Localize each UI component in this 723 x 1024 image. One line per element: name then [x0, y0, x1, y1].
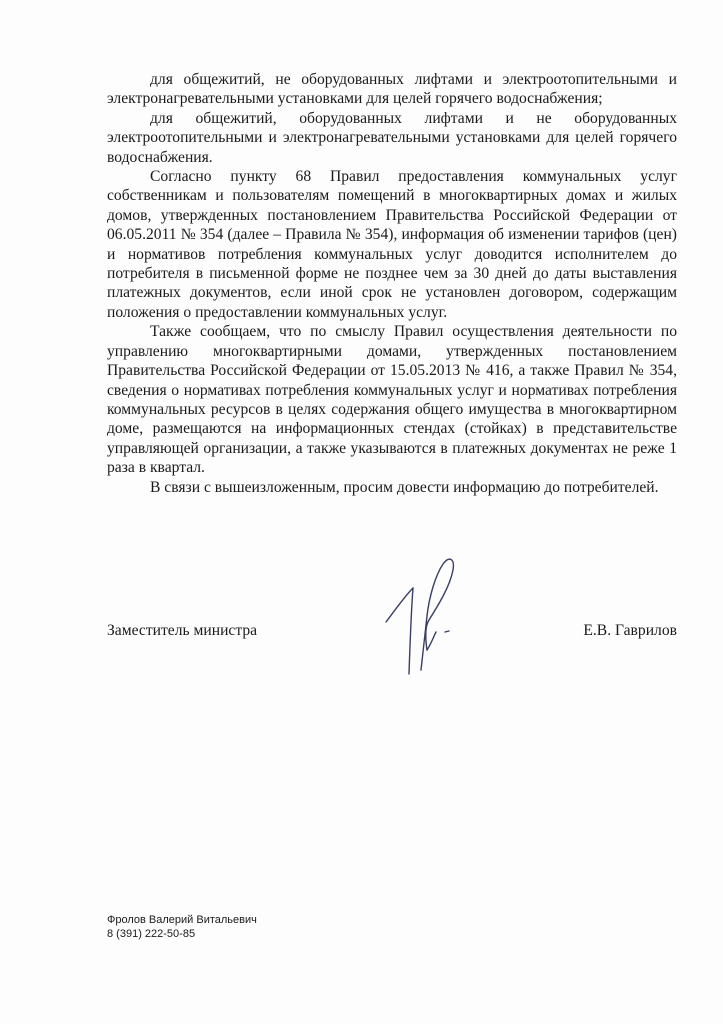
handwritten-signature	[383, 552, 473, 680]
paragraph-rules-416: Также сообщаем, что по смыслу Правил осуществления деятельности по управлению многоквартирными домами, утвержденных постановлением Правительства Российской Федерации от 15.05.2013 № 416, а также Правил № 354, сведения о нормативах потребления коммунальных услуг и нормативах потребления коммунальных ресурсов в целях содержания общего имущества в многоквартирном доме, размещаются на информационных стендах (стойках) в представительстве управляющей организации, а также указываются в платежных документах не реже 1 раза в квартал.	[107, 323, 677, 477]
executor-info	[107, 913, 257, 941]
letter-body	[107, 70, 677, 497]
signer-name: Е.В. Гаврилов	[583, 622, 677, 639]
signature-block	[107, 622, 677, 652]
paragraph-rules-68: Согласно пункту 68 Правил предоставления коммунальных услуг собственникам и пользователям помещений в многоквартирных домах и жилых домов, утвержденных постановлением Правительства Российской Федерации от 06.05.2011 № 354 (далее – Правила № 354), информация об изменении тарифов (цен) и нормативов потребления коммунальных услуг доводится исполнителем до потребителя в письменной форме не позднее чем за 30 дней до даты выставления платежных документов, если иной срок не установлен договором, содержащим положения о предоставлении коммунальных услуг.	[107, 168, 677, 321]
paragraph-request: В связи с вышеизложенным, просим довести информацию до потребителей.	[150, 478, 659, 496]
paragraph-dormitories-with-lifts: для общежитий, оборудованных лифтами и не оборудованных электроотопительными и электронагревательными установками для целей горячего водоснабжения.	[107, 109, 677, 166]
executor-phone: 8 (391) 222-50-85	[107, 928, 196, 940]
paragraph-dormitories-without-lifts: для общежитий, не оборудованных лифтами и электроотопительными и электронагревательными установками для целей горячего водоснабжения;	[107, 71, 677, 108]
executor-name: Фролов Валерий Витальевич	[107, 914, 257, 926]
signer-position: Заместитель министра	[107, 622, 258, 639]
